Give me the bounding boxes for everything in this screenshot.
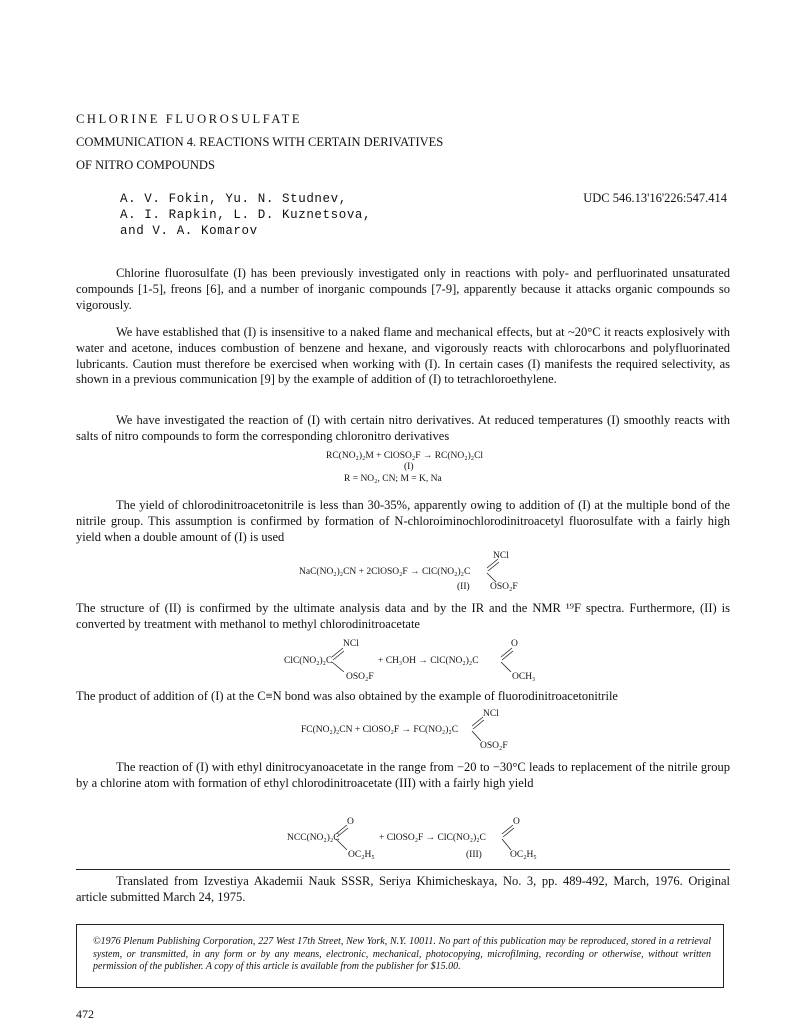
reaction-equation: RC(NO₂)₂M + ClOSO₂F → RC(NO₂)₂Cl — [326, 451, 484, 461]
substituent-label: O — [347, 817, 354, 827]
single-bond — [336, 839, 347, 850]
page-number: 472 — [76, 1007, 94, 1021]
reaction-equation: + CH₃OH → ClC(NO₂)₂C — [378, 656, 479, 666]
body-paragraph: The yield of chlorodinitroacetonitrile is less than 30-35%, apparently owing to addition of (I) at the multiple bond of the nitrile group. This assumption is confirmed by formation of N-chloroiminochlorodinitroacetyl fluorosulfate with a fairly high yield when a double amount of (I) is used — [76, 498, 730, 544]
body-paragraph: The structure of (II) is confirmed by the ultimate analysis data and by the IR and the NMR ¹⁹F spectra. Furthermore, (II) is converted by treatment with methanol to methyl chlorodinitroacetate — [76, 601, 730, 631]
author-line: and V. A. Komarov — [120, 224, 258, 238]
substituent-label: OC₂H₅ — [348, 850, 375, 860]
reaction-equation: NaC(NO₂)₂CN + 2ClOSO₂F → ClC(NO₂)₂C — [299, 567, 471, 577]
double-bond — [332, 648, 344, 660]
body-paragraph: Chlorine fluorosulfate (I) has been previously investigated only in reactions with poly- and perfluorinated unsaturated compounds [1-5], freons [6], and a number of inorganic compounds [7-9], apparently because it attacks organic compounds so vigorously. — [76, 266, 730, 312]
double-bond — [487, 559, 499, 571]
single-bond — [332, 662, 344, 672]
article-title: CHLORINE FLUOROSULFATE — [76, 112, 303, 126]
article-subtitle-line2: OF NITRO COMPOUNDS — [76, 158, 215, 172]
reaction-equation: + ClOSO₂F → ClC(NO₂)₂C — [379, 833, 486, 843]
reaction-conditions: R = NO₂, CN; M = K, Na — [344, 474, 442, 484]
copyright-notice: ©1976 Plenum Publishing Corporation, 227 West 17th Street, New York, N.Y. 10011. No part of this publication may be reproduced, stored in a retrieval system, or transmitted, in any form or by any means, electronic, mechanical, photocopying, microfilming, recording or otherwise, without written permission of the publisher. A copy of this article is available from the publisher for $15.00. — [93, 936, 711, 972]
reaction-equation: NCC(NO₂)₂C — [287, 833, 340, 843]
author-line: A. I. Rapkin, L. D. Kuznetsova, — [120, 208, 372, 222]
compound-label: (III) — [466, 850, 482, 860]
substituent-label: OSO₂F — [480, 741, 508, 751]
body-paragraph: The reaction of (I) with ethyl dinitrocyanoacetate in the range from −20 to −30°C leads to replacement of the nitrile group by a chlorine atom with formation of ethyl chlorodinitroacetate (III) with a fairly high yield — [76, 760, 730, 790]
substituent-label: OCH₃ — [512, 672, 536, 682]
substituent-label: NCl — [493, 551, 509, 561]
reaction-equation: ClC(NO₂)₂C — [284, 656, 333, 666]
single-bond — [501, 662, 511, 672]
substituent-label: OSO₂F — [346, 672, 374, 682]
single-bond — [487, 573, 496, 582]
article-subtitle: COMMUNICATION 4. REACTIONS WITH CERTAIN DERIVATIVES — [76, 135, 444, 149]
substituent-label: OC₂H₅ — [510, 850, 537, 860]
double-bond — [336, 825, 348, 837]
author-line: A. V. Fokin, Yu. N. Studnev, — [120, 192, 347, 206]
compound-label: (II) — [457, 582, 470, 592]
translation-note: Translated from Izvestiya Akademii Nauk SSSR, Seriya Khimicheskaya, No. 3, pp. 489-492, March, 1976. Original article submitted March 24, 1975. — [76, 874, 730, 904]
double-bond — [472, 717, 484, 729]
body-paragraph: The product of addition of (I) at the C≡N bond was also obtained by the example of fluorodinitroacetonitrile — [76, 689, 618, 703]
udc-code: UDC 546.13'16'226:547.414 — [583, 191, 727, 205]
substituent-label: NCl — [483, 709, 499, 719]
double-bond — [501, 648, 513, 660]
substituent-label: O — [513, 817, 520, 827]
footnote-divider — [76, 869, 730, 870]
body-paragraph: We have established that (I) is insensitive to a naked flame and mechanical effects, but at ~20°C it reacts explosively with water and acetone, induces combustion of benzene and hexane, and vigorously reacts with chlorocarbons and polyfluorinated lubricants. Caution must therefore be exercised when working with (I). In certain cases (I) manifests the required selectivity, as shown in a previous communication [9] by the example of addition of (I) to tetrachloroethylene. — [76, 325, 730, 387]
single-bond — [472, 731, 481, 741]
double-bond — [502, 825, 514, 837]
copyright-box — [76, 924, 724, 988]
substituent-label: O — [511, 639, 518, 649]
compound-label: (I) — [404, 462, 414, 472]
substituent-label: OSO₂F — [490, 582, 518, 592]
reaction-equation: FC(NO₂)₂CN + ClOSO₂F → FC(NO₂)₂C — [301, 725, 459, 735]
single-bond — [502, 839, 511, 850]
substituent-label: NCl — [343, 639, 359, 649]
body-paragraph: We have investigated the reaction of (I) with certain nitro derivatives. At reduced temperatures (I) smoothly reacts with salts of nitro compounds to form the corresponding chloronitro derivatives — [76, 413, 730, 443]
